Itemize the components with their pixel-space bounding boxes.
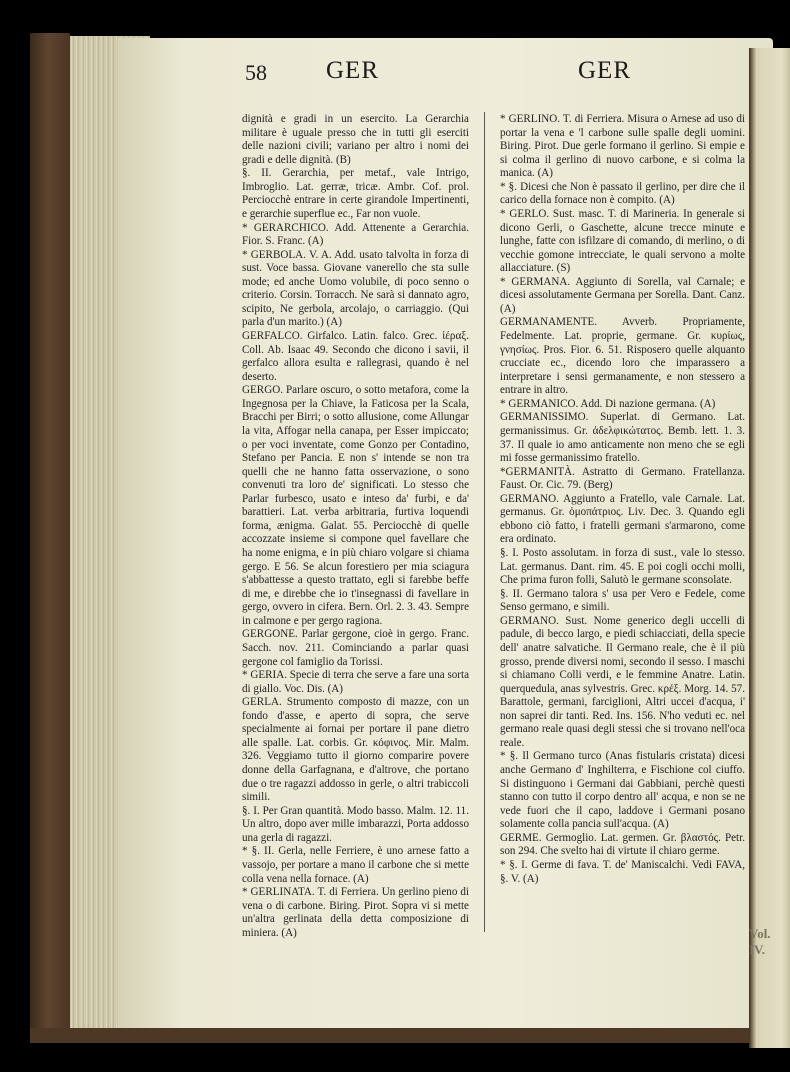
entry-paragraph: * GERLINO. T. di Ferriera. Misura o Arnese ad uso di portar la vena e 'l carbone sulle spalle degli uomini. Biring. Pirot. Due gerle formano il gerlino. Si empie e si colma il gerlino di nuovo carbone, e si colma la manica. (A)	[500, 113, 745, 180]
entry-paragraph: GERGO. Parlare oscuro, o sotto metafora, come la Ingegnosa per la Chiave, la Faticosa per la Scala, Bracchi per Birri; o sotto allusione, come Allungar la vita, Affogar nella canapa, per Esser impiccato; o per voci inventate, come Gonzo per Contadino, Stefano per Pancia. E non s' intende se non tra quelli che ne hanno fatta osservazione, o sono convenuti tra loro de' significati. Lo stesso che Parlar furbesco, usato e inteso da' furbi, e da' barattieri. Lat. verba arbitraria, furtiva loquendi forma, ænigma. Galat. 55. Perciocchè di quelle accozzate insieme si compone quel favellare che ha nome enigma, e in più chiaro volgare si chiama gergo. E 56. Se alcun forestiero per mia sciagura s'abbattesse a questo trattato, egli si farebbe beffe di me, e direbbe che io t'insegnassi di favellare in gergo, ovvero in cifera. Bern. Orl. 2. 3. 43. Sempre in calmone e per gergo ragiona.	[242, 384, 469, 627]
right-column	[500, 113, 745, 886]
entry-paragraph: * GERARCHICO. Add. Attenente a Gerarchia. Fior. S. Franc. (A)	[242, 221, 469, 248]
entry-paragraph: §. II. Germano talora s' usa per Vero e Fedele, come Senso germano, e simili.	[500, 587, 745, 614]
page-number: 58	[245, 60, 267, 85]
entry-paragraph: dignità e gradi in un esercito. La Gerarchia militare è uguale presso che in tutti gli eserciti delle nazioni civili; variano per altro i nomi dei gradi e delle dignità. (B)	[242, 113, 469, 166]
column-rule	[484, 112, 485, 932]
entry-paragraph: * GERBOLA. V. A. Add. usato talvolta in forza di sust. Voce bassa. Giovane vanerello che sta sulle mode; ed anche Uomo volubile, di poco senno o criterio. Corsin. Torracch. Ne sarà si dannato agro, scipito, Ne gerbola, arcolajo, o carriaggio. (Qui parla d'un marito.) (A)	[242, 248, 469, 329]
left-column	[242, 113, 469, 940]
header-left: GER	[326, 57, 379, 84]
book-cover-bottom	[30, 1028, 770, 1043]
entry-paragraph: * GERLO. Sust. masc. T. di Marineria. In generale si dicono Gerli, o Gaschette, alcune trecce minute e lunghe, fatte con isfilzare di comando, di merlino, o di vecchie gomone intrecciate, le quali servono a molte allacciature. (S)	[500, 207, 745, 275]
entry-paragraph: GERMANO. Aggiunto a Fratello, vale Carnale. Lat. germanus. Gr. ὁμοπάτριος. Liv. Dec. 3. Quando egli ebbono ciò fatto, i fratelli germani s'armarono, come era ordinato.	[500, 492, 745, 546]
entry-paragraph: * §. II. Gerla, nelle Ferriere, è uno arnese fatto a vassojo, per portare a mano il carbone che si mette colla vena nella fornace. (A)	[242, 845, 469, 885]
entry-paragraph: GERMANAMENTE. Avverb. Propriamente, Fedelmente. Lat. proprie, germane. Gr. κυρίως, γνησίως. Pros. Fior. 6. 51. Risposero quelle alquanto crucciate ec., dicendo loro che imparassero a interpretare i sensi germanamente, e non stessero a entrare in altro.	[500, 316, 745, 397]
entry-paragraph: GERMANO. Sust. Nome generico degli uccelli di padule, di becco largo, e piedi schiacciati, della specie dell' anatre salvatiche. Il Germano reale, che è il più grosso, prende diversi nomi, secondo il sesso. I maschi si chiamano Colli verdi, e le femmine Anatre. Latin. querquedula, anas sylvestris. Grec. κρέξ. Morg. 14. 57. Barattole, germani, farciglioni, Altri uccei d'acqua, i' non saprei dir tanti. Red. Ins. 156. N'ho veduti ec. nel germano reale quasi degli stessi che si trovano nell'oca reale.	[500, 614, 745, 749]
entry-paragraph: GERFALCO. Girfalco. Latin. falco. Grec. ἱέραξ. Coll. Ab. Isaac 49. Secondo che dicono i savii, il gerfalco allora esulta e rallegrasi, quando è nel deserto.	[242, 330, 469, 383]
entry-paragraph: * §. Il Germano turco (Anas fistularis cristata) dicesi anche Germano d' Inghilterra, e Fischione col ciuffo. Si distinguono i Germani dai Gabbiani, perchè questi stanno con tutto il corpo dentro all' acqua, e non se ne vede fuori che il capo, laddove i Germani posano solamente colla pancia sull'acqua. (A)	[500, 750, 745, 831]
volume-mark: Vol. IV.	[749, 926, 771, 957]
adjacent-book	[749, 48, 790, 1048]
header-right: GER	[578, 57, 631, 84]
entry-paragraph: §. II. Gerarchia, per metaf., vale Intrigo, Imbroglio. Lat. gerræ, tricæ. Ambr. Cof. prol. Perciocchè entrare in certe girandole Impertinenti, e gerarchie superflue ec., Far non vuole.	[242, 167, 469, 220]
entry-paragraph: * GERMANICO. Add. Di nazione germana. (A)	[500, 397, 716, 410]
entry-paragraph: §. I. Per Gran quantità. Modo basso. Malm. 12. 11. Un altro, dopo aver mille imbarazzi, Porta addosso una gerla di ragazzi.	[242, 804, 469, 844]
entry-paragraph: * §. Dicesi che Non è passato il gerlino, per dire che il carico della fornace non è compito. (A)	[500, 180, 745, 207]
entry-paragraph: GERME. Germoglio. Lat. germen. Gr. βλαστός. Petr. son 294. Che svelto hai di virtute il chiaro germe.	[500, 831, 745, 858]
entry-paragraph: * GERMANA. Aggiunto di Sorella, val Carnale; e dicesi assolutamente Germana per Sorella. Dant. Canz. (A)	[500, 275, 745, 315]
entry-paragraph: *GERMANITÀ. Astratto di Germano. Fratellanza. Faust. Or. Cic. 79. (Berg)	[500, 465, 745, 492]
entry-paragraph: GERGONE. Parlar gergone, cioè in gergo. Franc. Sacch. nov. 211. Cominciando a parlar quasi gergone col famiglio da Torissi.	[242, 628, 469, 668]
entry-paragraph: * §. I. Germe di fava. T. de' Maniscalchi. Vedi FAVA, §. V. (A)	[500, 858, 745, 885]
entry-paragraph: GERLA. Strumento composto di mazze, con un fondo d'asse, e aperto di sopra, che serve specialmente ai fornai per portare il pane dietro alle spalle. Lat. corbis. Gr. κόφινος. Mir. Malm. 326. Veggiamo tutto il giorno comparire povere donne della Garfagnana, e d'altrove, che portano due o tre ragazzi addosso in gerle, o altri trabiccoli simili.	[242, 696, 469, 804]
entry-paragraph: * GERLINATA. T. di Ferriera. Un gerlino pieno di vena o di carbone. Biring. Pirot. Sopra vi si mette un'altra gerlinata della detta composizione di miniera. (A)	[242, 886, 469, 939]
entry-paragraph: §. I. Posto assolutam. in forza di sust., vale lo stesso. Lat. germanus. Dant. rim. 45. E poi cogli occhi molli, Che prima furon folli, Salutò le germane sconsolate.	[500, 547, 745, 587]
entry-paragraph: GERMANISSIMO. Superlat. di Germano. Lat. germanissimus. Gr. ἀδελφικώτατος. Bemb. lett. 1. 3. 37. Il quale io amo anticamente non meno che se egli mi fosse germanissimo fratello.	[500, 411, 745, 465]
entry-paragraph: * GERIA. Specie di terra che serve a fare una sorta di giallo. Voc. Dis. (A)	[242, 669, 470, 695]
book-cover-edge	[30, 33, 70, 1043]
